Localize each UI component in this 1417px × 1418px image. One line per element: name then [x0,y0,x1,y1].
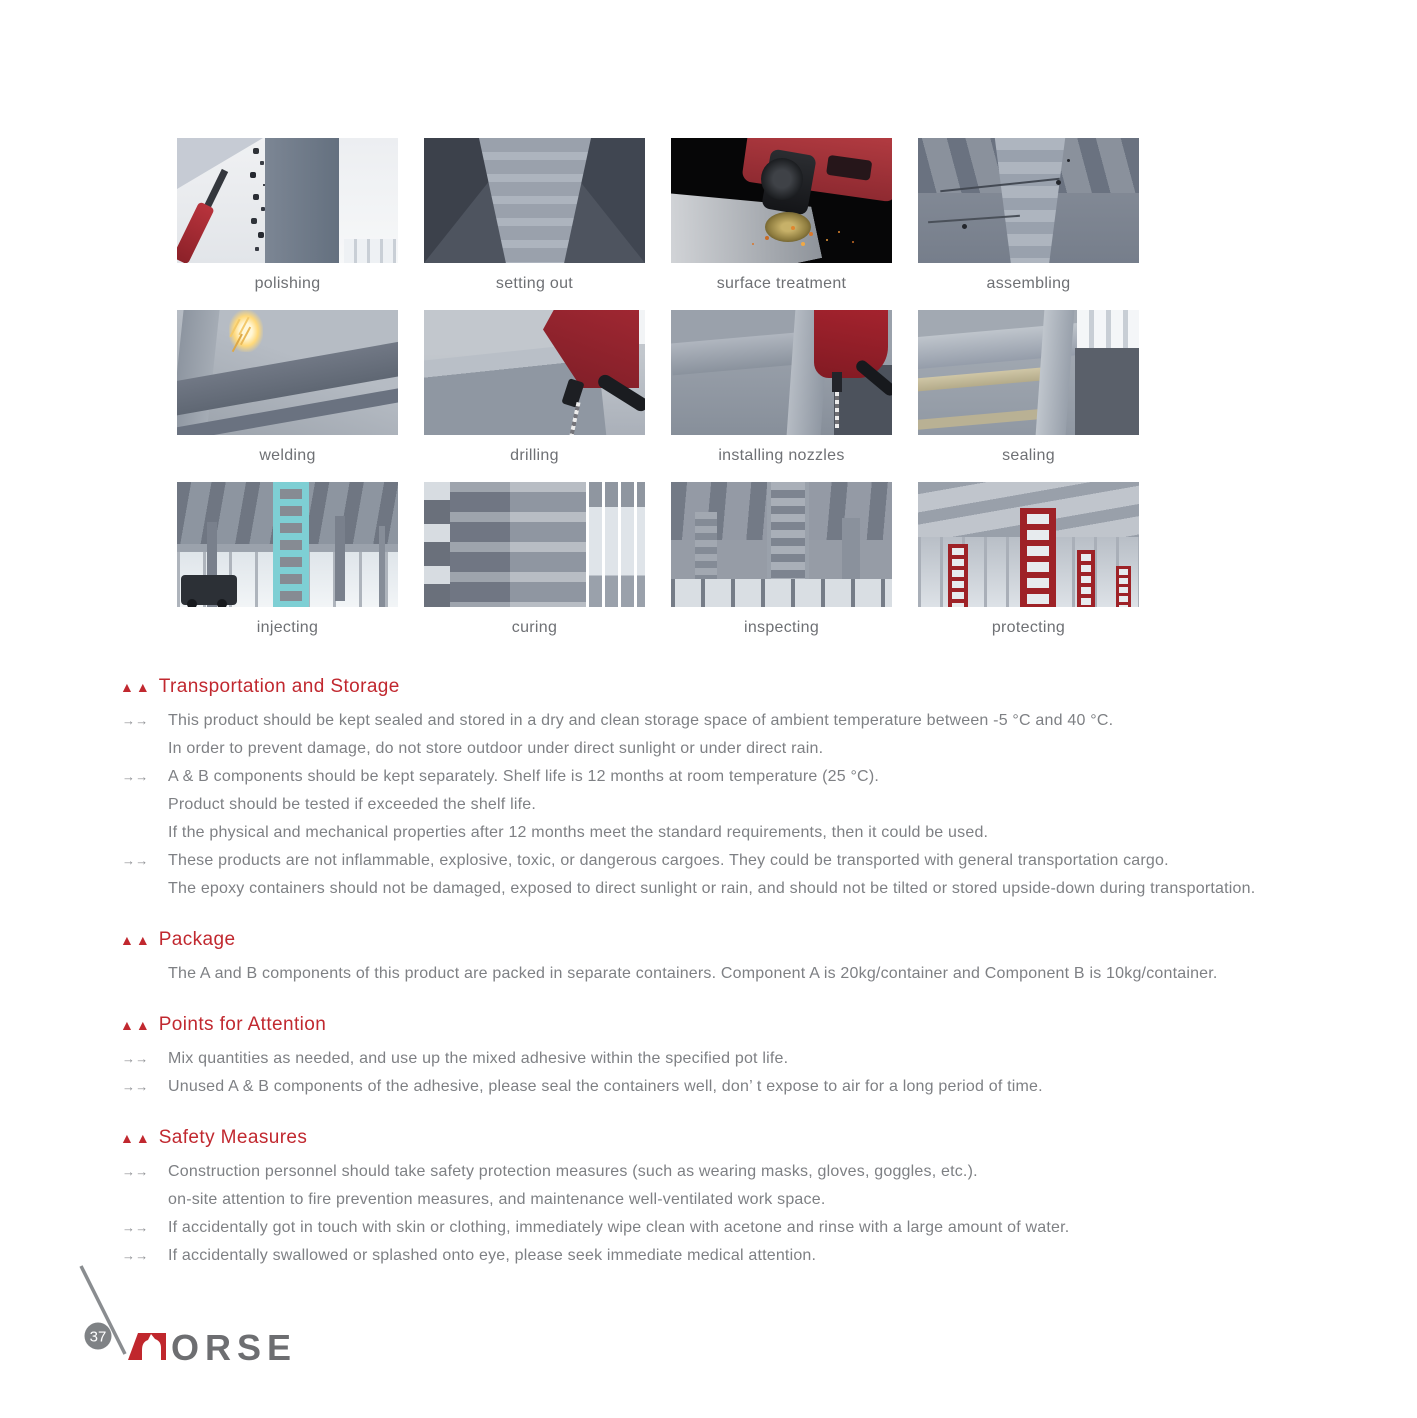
process-image-injecting [177,482,398,607]
process-image-setting-out [424,138,645,263]
section-title [120,676,1388,698]
body-line [120,1158,1388,1186]
process-item [671,482,892,637]
body-text: Construction personnel should take safety protection measures (such as wearing masks, gloves, goggles, etc.). [168,1163,978,1180]
body-text: The epoxy containers should not be damaged, exposed to direct sunlight or rain, and should not be tilted or stored upside-down during transportation. [168,880,1256,897]
process-label: drilling [510,447,559,464]
process-image-drilling [424,310,645,435]
bullet-arrow-icon: →→ [122,1248,149,1263]
process-image-sealing [918,310,1139,435]
body-line [120,707,1388,735]
body-line [120,1045,1388,1073]
process-image-installing-nozzles [671,310,892,435]
body-text: The A and B components of this product are packed in separate containers. Component A is 20kg/container and Component B is 10kg/container. [168,965,1218,982]
process-image-polishing [177,138,398,263]
bullet-arrow-icon: →→ [122,1079,149,1094]
section-marker-icon: ▲▲ [120,932,152,948]
body-line [120,1186,1388,1214]
section-title-text: Safety Measures [158,1127,308,1148]
body-text: These products are not inflammable, explosive, toxic, or dangerous cargoes. They could be transported with general transportation cargo. [168,852,1169,869]
bullet-arrow-icon: →→ [122,1220,149,1235]
section-marker-icon: ▲▲ [120,1130,152,1146]
indent-spacer [120,875,168,903]
page-number: 37 [89,1328,107,1346]
page-footer [60,1250,360,1380]
process-item [671,310,892,465]
process-label: installing nozzles [718,447,845,464]
indent-spacer [120,1186,168,1214]
process-image-welding [177,310,398,435]
body-text: Product should be tested if exceeded the shelf life. [168,796,536,813]
process-item [424,482,645,637]
page-content [120,676,1388,1270]
process-label: curing [511,619,558,636]
body-line [120,875,1388,903]
body-text: Unused A & B components of the adhesive, please seal the containers well, don’ t expose to air for a long period of time. [168,1078,1043,1095]
body-line [120,763,1388,791]
body-line [120,960,1388,988]
process-item [177,482,398,637]
process-label: inspecting [743,619,820,636]
process-label: sealing [1002,447,1055,464]
process-label: setting out [495,275,574,292]
indent-spacer [120,735,168,763]
process-item [918,310,1139,465]
process-item [177,138,398,293]
body-line [120,847,1388,875]
section-marker-icon: ▲▲ [120,1017,152,1033]
process-item [918,482,1139,637]
indent-spacer [120,791,168,819]
section-points-for-attention [120,1014,1388,1101]
body-line [120,735,1388,763]
process-image-surface-treatment [671,138,892,263]
process-label: surface treatment [716,275,847,292]
body-text: If accidentally swallowed or splashed onto eye, please seek immediate medical attention. [168,1247,817,1264]
body-text: on-site attention to fire prevention measures, and maintenance well-ventilated work space. [168,1191,826,1208]
process-item [671,138,892,293]
process-label: welding [259,447,316,464]
section-marker-icon: ▲▲ [120,679,152,695]
process-image-inspecting [671,482,892,607]
section-title-text: Points for Attention [158,1014,327,1035]
indent-spacer [120,819,168,847]
process-item [424,310,645,465]
bullet-arrow-icon: →→ [122,853,149,868]
section-title [120,1127,1388,1149]
process-item [177,310,398,465]
process-image-protecting [918,482,1139,607]
section-safety-measures [120,1127,1388,1270]
bullet-arrow-icon: →→ [122,713,149,728]
body-line [120,1214,1388,1242]
body-line [120,1073,1388,1101]
body-text: If accidentally got in touch with skin or clothing, immediately wipe clean with acetone and rinse with a large amount of water. [168,1219,1070,1236]
footer-logo [60,1250,360,1380]
brand-wordmark: ORSE [171,1327,298,1368]
body-text: Mix quantities as needed, and use up the mixed adhesive within the specified pot life. [168,1050,789,1067]
body-text: A & B components should be kept separately. Shelf life is 12 months at room temperature (25 °C). [168,768,879,785]
process-label: polishing [254,275,321,292]
process-label: assembling [986,275,1071,292]
body-text: This product should be kept sealed and stored in a dry and clean storage space of ambient temperature between -5 °C and 40 °C. [168,712,1114,729]
section-title [120,1014,1388,1036]
bullet-arrow-icon: →→ [122,769,149,784]
section-title-text: Package [158,929,236,950]
section-title [120,929,1388,951]
bullet-arrow-icon: →→ [122,1051,149,1066]
body-text: If the physical and mechanical properties after 12 months meet the standard requirements, then it could be used. [168,824,989,841]
body-text: In order to prevent damage, do not store outdoor under direct sunlight or under direct rain. [168,740,824,757]
process-label: protecting [991,619,1066,636]
process-grid [177,138,1139,637]
indent-spacer [120,960,168,988]
process-image-assembling [918,138,1139,263]
section-transportation-and-storage [120,676,1388,903]
process-image-curing [424,482,645,607]
section-title-text: Transportation and Storage [158,676,400,697]
section-package [120,929,1388,988]
body-line [120,819,1388,847]
body-line [120,791,1388,819]
process-item [918,138,1139,293]
process-label: injecting [256,619,319,636]
bullet-arrow-icon: →→ [122,1164,149,1179]
process-item [424,138,645,293]
